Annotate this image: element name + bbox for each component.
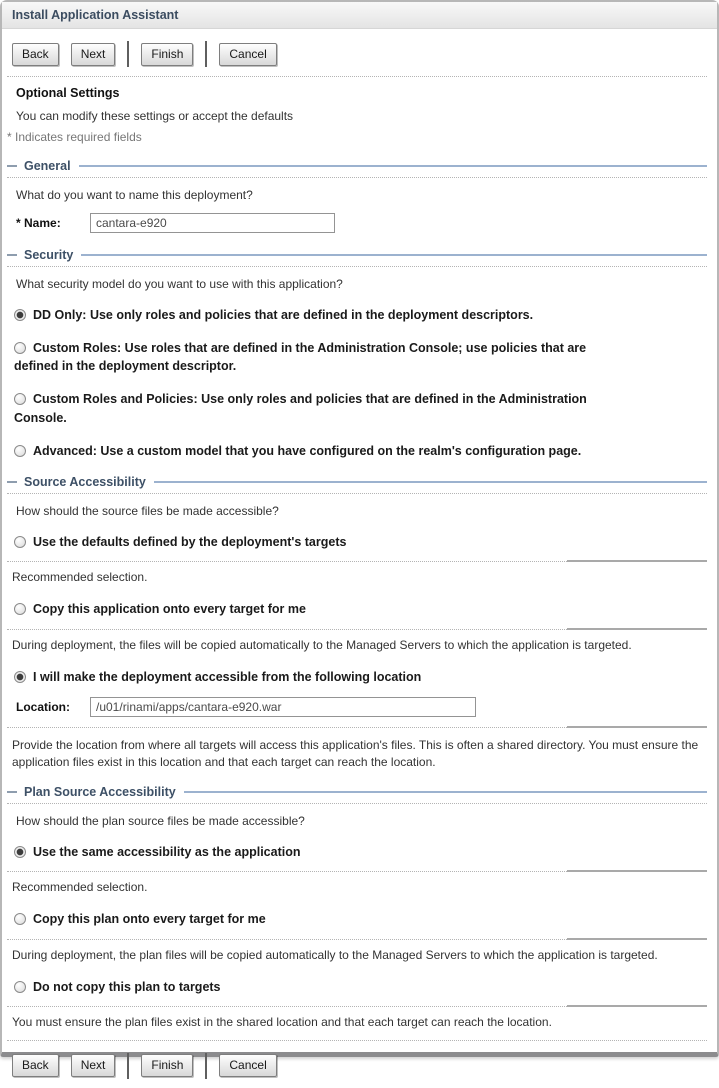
finish-button[interactable]: Finish [141, 43, 193, 66]
section-rule [79, 165, 707, 167]
back-button[interactable]: Back [12, 1054, 59, 1077]
security-option-advanced [14, 442, 599, 460]
option-label: Custom Roles and Policies: Use only roles and policies that are defined in the Administration Console. [14, 392, 587, 425]
assistant-content [2, 29, 717, 1088]
option-label: Use the defaults defined by the deployment's targets [33, 534, 347, 549]
section-title: Plan Source Accessibility [24, 784, 176, 799]
option-note: Recommended selection. [12, 569, 148, 584]
cancel-button[interactable]: Cancel [219, 43, 276, 66]
security-option-custom-roles [14, 339, 599, 375]
radio-accessible-location[interactable] [14, 671, 26, 683]
location-field-row [16, 697, 707, 717]
divider [7, 493, 707, 494]
section-header-plan-source-accessibility [7, 785, 707, 799]
divider [7, 76, 707, 77]
radio-dd-only[interactable] [14, 309, 26, 321]
plan-option-copy-plan [14, 910, 599, 928]
collapse-dash-icon [7, 481, 17, 483]
divider [7, 628, 707, 630]
button-separator [127, 1053, 129, 1079]
divider [7, 560, 707, 562]
section-title: Source Accessibility [24, 474, 146, 489]
button-separator [205, 41, 207, 67]
option-label: Custom Roles: Use roles that are defined in the Administration Console; use policies that are defined in the deployment descriptor. [14, 341, 587, 374]
option-label: DD Only: Use only roles and policies that are defined in the deployment descriptors. [33, 308, 534, 322]
cancel-button[interactable]: Cancel [219, 1054, 276, 1077]
collapse-dash-icon [7, 791, 17, 793]
plan-option-same-accessibility [14, 843, 599, 861]
section-rule [81, 254, 707, 256]
divider [7, 726, 707, 728]
name-label: * Name: [16, 216, 61, 230]
location-input[interactable] [90, 697, 476, 717]
divider [7, 1040, 707, 1041]
required-fields-note: * Indicates required fields [7, 130, 142, 144]
name-field-row [16, 213, 707, 233]
section-rule [154, 481, 707, 483]
section-title: Security [24, 248, 74, 262]
option-label: Copy this application onto every target for me [33, 602, 306, 617]
divider [7, 803, 707, 804]
security-option-dd-only [14, 306, 599, 324]
option-note: During deployment, the files will be copied automatically to the Managed Servers to which the application is targeted. [12, 637, 632, 652]
collapse-dash-icon [7, 165, 17, 167]
collapse-dash-icon [7, 254, 17, 256]
window-title: Install Application Assistant [2, 2, 717, 29]
section-title: General [24, 159, 71, 173]
location-label: Location: [16, 700, 70, 715]
radio-copy-app[interactable] [14, 603, 26, 615]
name-input[interactable] [90, 213, 335, 233]
security-question: What security model do you want to use with this application? [16, 277, 343, 291]
divider [7, 870, 707, 872]
page-subtitle: You can modify these settings or accept the defaults [16, 109, 294, 123]
source-option-accessible-location [14, 668, 599, 686]
bottom-button-row [12, 1053, 707, 1079]
option-note: You must ensure the plan files exist in the shared location and that each target can reach the location. [12, 1015, 552, 1030]
security-option-custom-roles-policies [14, 390, 599, 426]
source-accessibility-question: How should the source files be made accessible? [16, 503, 279, 518]
divider [7, 266, 707, 267]
section-header-general [7, 159, 707, 173]
top-button-row [12, 41, 707, 67]
section-header-security [7, 248, 707, 262]
option-label: I will make the deployment accessible from the following location [33, 670, 422, 685]
divider [7, 177, 707, 178]
location-footnote: Provide the location from where all targets will access this application's files. This is often a shared directory. You must ensure the application files exist in this location and that each target can reach the location. [12, 738, 699, 769]
button-separator [205, 1053, 207, 1079]
button-separator [127, 41, 129, 67]
back-button[interactable]: Back [12, 43, 59, 66]
next-button[interactable]: Next [71, 43, 116, 66]
page-title: Optional Settings [16, 86, 120, 100]
radio-use-defaults[interactable] [14, 536, 26, 548]
radio-advanced[interactable] [14, 445, 26, 457]
divider [7, 938, 707, 940]
option-label: Do not copy this plan to targets [33, 980, 221, 995]
option-note: Recommended selection. [12, 879, 148, 894]
radio-custom-roles-policies[interactable] [14, 393, 26, 405]
source-option-use-defaults [14, 533, 599, 551]
finish-button[interactable]: Finish [141, 1054, 193, 1077]
general-question: What do you want to name this deployment? [16, 188, 253, 202]
radio-custom-roles[interactable] [14, 342, 26, 354]
radio-do-not-copy[interactable] [14, 981, 26, 993]
next-button[interactable]: Next [71, 1054, 116, 1077]
source-option-copy-app [14, 600, 599, 618]
option-label: Advanced: Use a custom model that you have configured on the realm's configuration page. [33, 443, 582, 458]
option-note: During deployment, the plan files will be copied automatically to the Managed Servers to which the application is targeted. [12, 947, 658, 962]
plan-source-question: How should the plan source files be made accessible? [16, 813, 305, 828]
section-header-source-accessibility [7, 475, 707, 489]
section-rule [184, 791, 707, 793]
option-label: Copy this plan onto every target for me [33, 912, 266, 927]
divider [7, 1005, 707, 1007]
option-label: Use the same accessibility as the application [33, 844, 301, 859]
radio-same-accessibility[interactable] [14, 846, 26, 858]
plan-option-do-not-copy [14, 978, 599, 996]
radio-copy-plan[interactable] [14, 913, 26, 925]
